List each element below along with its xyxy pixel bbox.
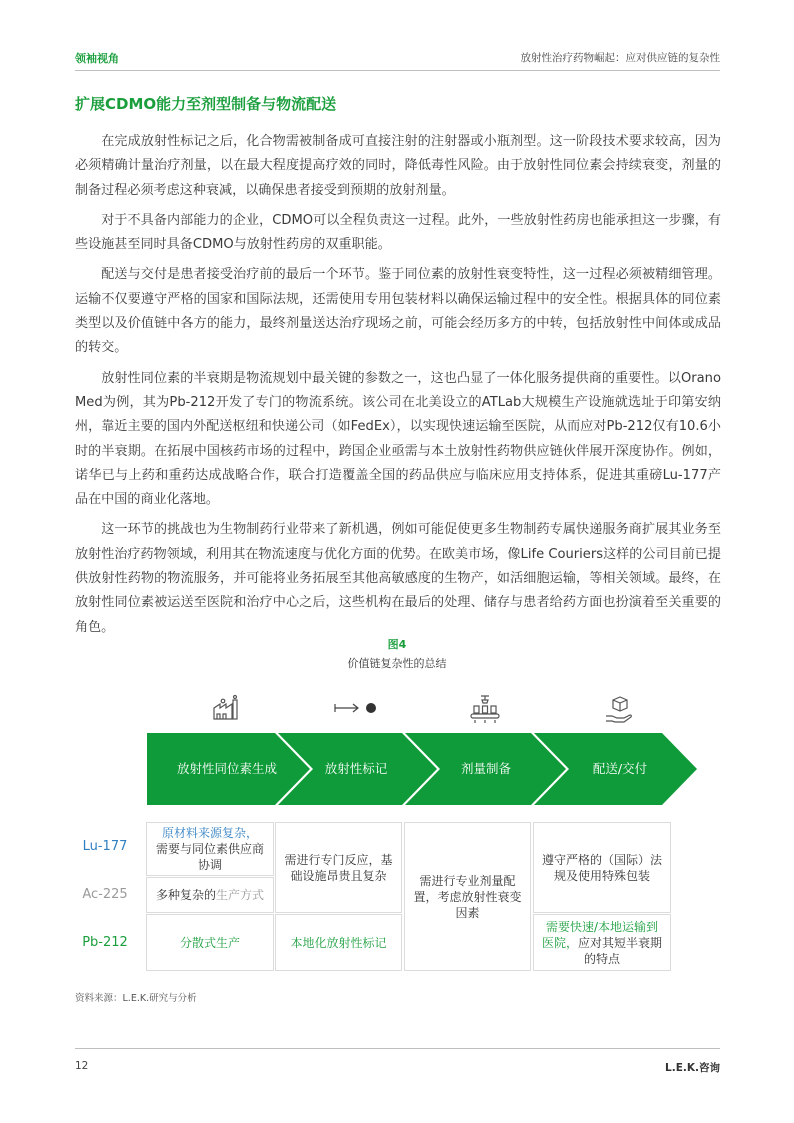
stage-label-dose-preparation: 剂量制备 [460, 761, 511, 776]
factory-icon [211, 694, 241, 722]
cell-delivery-general: 遵守严格的（国际）法规及使用特殊包装 [533, 822, 671, 913]
header-divider [75, 70, 720, 71]
cell-radiolabeling-general: 需进行专门反应，基础设施昂贵且复杂 [275, 822, 402, 913]
cell-dose-preparation: 需进行专业剂量配置，考虑放射性衰变因素 [404, 822, 531, 971]
source-note: 资料来源：L.E.K.研究与分析 [75, 993, 197, 1004]
cell-generation-lu177 [146, 822, 274, 876]
header-report-title: 放射性治疗药物崛起：应对供应链的复杂性 [520, 52, 720, 64]
cell-muted-text: 生产方式 [216, 888, 265, 902]
stage-label-isotope-generation: 放射性同位素生成 [176, 761, 277, 776]
stage-label-radiolabeling: 放射性标记 [324, 761, 388, 776]
footer-divider [75, 1048, 720, 1049]
footer-brand: L.E.K.咨询 [665, 1062, 720, 1074]
figure-number: 图4 [387, 638, 407, 651]
conveyor-icon [469, 694, 501, 724]
cell-highlight: 需要快速/本地运输到医院， [541, 919, 659, 950]
cell-highlight: 原材料来源复杂， [161, 826, 258, 840]
paragraph: 配送与交付是患者接受治疗前的最后一个环节。鉴于同位素的放射性衰变特性，这一过程必须被精细管理。运输不仅要遵守严格的国家和国际法规，还需使用专用包装材料以确保运输过程中的安全性。根据具体的同位素类型以及价值链中各方的能力，最终剂量送达治疗现场之前，可能会经历多方的中转，包括放射性中间体或成品的转交。 [75, 267, 721, 356]
paragraph: 在完成放射性标记之后，化合物需被制备成可直接注射的注射器或小瓶剂型。这一阶段技术要求较高，因为必须精确计量治疗剂量，以在最大程度提高疗效的同时，降低毒性风险。由于放射性同位素会持续衰变，剂量的制备过程必须考虑这种衰减，以确保患者接受到预期的放射剂量。 [75, 134, 721, 198]
cell-text: 应对其短半衰期的特点 [578, 935, 663, 966]
hand-box-icon [604, 694, 634, 724]
cell-radiolabeling-pb212: 本地化放射性标记 [275, 914, 402, 971]
paragraph: 放射性同位素的半衰期是物流规划中最关键的参数之一，这也凸显了一体化服务提供商的重要性。以Orano Med为例，其为Pb-212开发了专门的物流系统。该公司在北美设立的ATLab大规模生产设施就选址于印第安纳州，靠近主要的国内外配送枢纽和快递公司（如FedEx），以实现快速运输至医院，从而应对Pb-212仅有10.6小时的半衰期。在拓展中国核药市场的过程中，跨国企业亟需与本土放射性药物供应链伙伴展开深度协作。例如，诺华已与上药和重药达成战略合作，联合打造覆盖全国的药品供应与临床应用支持体系，促进其重磅Lu-177产品在中国的商业化落地。 [75, 370, 721, 508]
figure-title: 价值链复杂性的总结 [347, 657, 447, 670]
header-section-label: 领袖视角 [75, 52, 119, 65]
page-number: 12 [75, 1060, 89, 1072]
cell-delivery-pb212 [533, 914, 671, 971]
isotope-label-pb212: Pb-212 [82, 935, 128, 950]
arrow-to-dot-icon [331, 694, 381, 722]
cell-generation-ac225 [146, 877, 274, 913]
isotope-label-ac225: Ac-225 [82, 887, 128, 902]
stage-label-delivery: 配送/交付 [592, 761, 648, 776]
paragraph: 对于不具备内部能力的企业，CDMO可以全程负责这一过程。此外，一些放射性药房也能承担这一步骤，有些设施甚至同时具备CDMO与放射性药房的双重职能。 [75, 212, 721, 253]
body-text [75, 130, 721, 646]
cell-text: 需要与同位素供应商协调 [155, 842, 264, 872]
cell-text: 多种复杂的 [155, 888, 216, 902]
cell-generation-pb212: 分散式生产 [146, 914, 274, 971]
paragraph: 这一环节的挑战也为生物制药行业带来了新机遇，例如可能促使更多生物制药专属快递服务商扩展其业务至放射性治疗药物领域，利用其在物流速度与优化方面的优势。在欧美市场，像Life Couriers这样的公司目前已提供放射性药物的物流服务，并可能将业务拓展至其他高敏感度的生物产，如活细胞运输，等相关领域。最终，在放射性同位素被运送至医院和治疗中心之后，这些机构在最后的处理、储存与患者给药方面也扮演着至关重要的角色。 [75, 522, 721, 635]
section-title: 扩展CDMO能力至剂型制备与物流配送 [75, 95, 337, 113]
isotope-label-lu177: Lu-177 [82, 839, 128, 854]
